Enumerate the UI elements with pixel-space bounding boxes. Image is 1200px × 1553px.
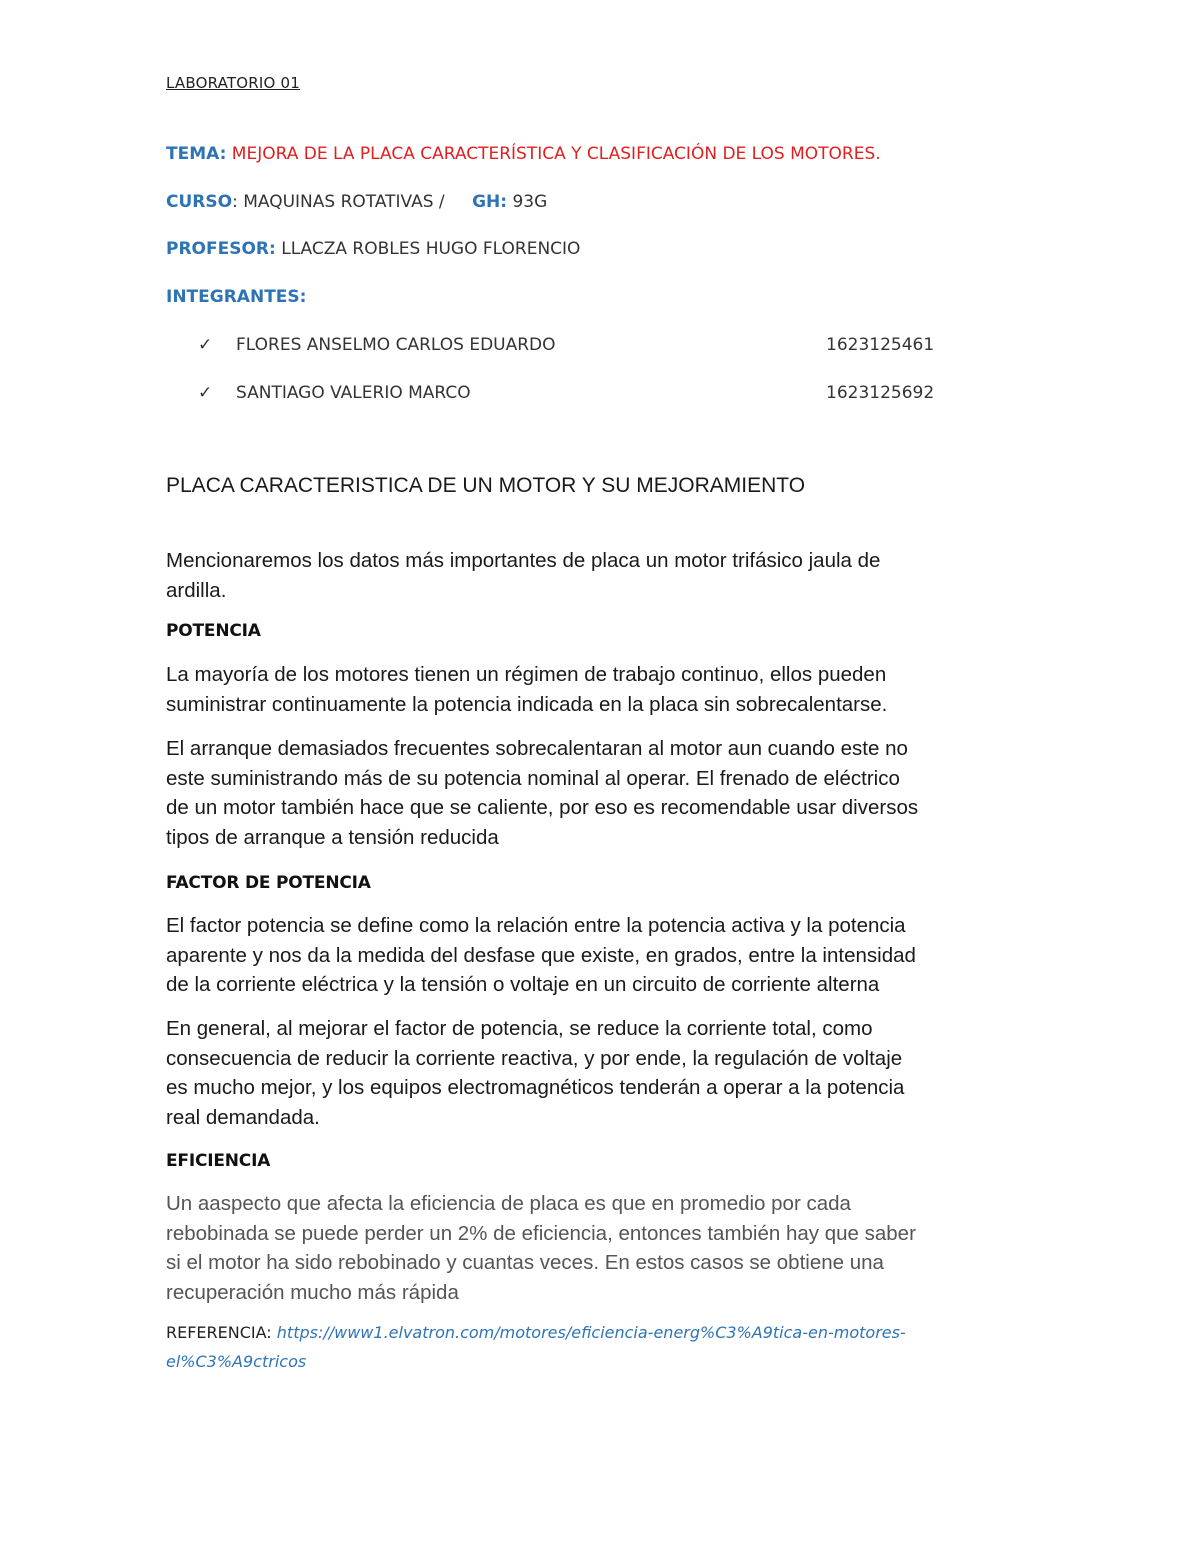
curso-line <box>166 192 547 212</box>
potencia-paragraph-1: La mayoría de los motores tienen un régimen de trabajo continuo, ellos pueden suministrar continuamente la potencia indicada en la placa sin sobrecalentarse. <box>166 663 888 716</box>
profesor-value: LLACZA ROBLES HUGO FLORENCIO <box>275 239 581 259</box>
checkmark-icon: ✓ <box>198 383 213 403</box>
member-code: 1623125461 <box>826 335 935 355</box>
reference <box>166 1318 1046 1376</box>
member-name: FLORES ANSELMO CARLOS EDUARDO <box>236 335 556 355</box>
factor-paragraph-1: El factor potencia se define como la relación entre la potencia activa y la potencia aparente y nos da la medida del desfase que existe, en grados, entre la intensidad de la corriente eléctrica y la tensión o voltaje en un circuito de corriente alterna <box>166 914 916 996</box>
tema-value: MEJORA DE LA PLACA CARACTERÍSTICA Y CLASIFICACIÓN DE LOS MOTORES. <box>226 144 881 164</box>
curso-value: : MAQUINAS ROTATIVAS / <box>232 192 451 212</box>
factor-heading: FACTOR DE POTENCIA <box>166 873 371 893</box>
reference-link-continued[interactable]: el%C3%A9ctricos <box>166 1352 307 1371</box>
gh-value: 93G <box>507 192 548 212</box>
member-name: SANTIAGO VALERIO MARCO <box>236 383 471 403</box>
gh-label: GH: <box>472 192 508 212</box>
tema-line <box>166 144 881 164</box>
potencia-paragraph-2: El arranque demasiados frecuentes sobrecalentaran al motor aun cuando este no este suministrando más de su potencia nominal al operar. El frenado de eléctrico de un motor también hace que se caliente, por eso es recomendable usar diversos tipos de arranque a tensión reducida <box>166 737 919 849</box>
member-code: 1623125692 <box>826 383 935 403</box>
lab-title: LABORATORIO 01 <box>166 74 300 92</box>
intro-paragraph: Mencionaremos los datos más importantes de placa un motor trifásico jaula de ardilla. <box>166 549 881 602</box>
curso-label: CURSO <box>166 192 233 212</box>
member-item <box>198 383 935 403</box>
profesor-line <box>166 239 580 259</box>
section-title: PLACA CARACTERISTICA DE UN MOTOR Y SU MEJORAMIENTO <box>166 474 806 497</box>
eficiencia-heading: EFICIENCIA <box>166 1151 271 1171</box>
reference-label: REFERENCIA: <box>166 1323 272 1342</box>
potencia-heading: POTENCIA <box>166 621 261 641</box>
member-item <box>198 335 935 355</box>
eficiencia-paragraph: Un aaspecto que afecta la eficiencia de placa es que en promedio por cada rebobinada se puede perder un 2% de eficiencia, entonces también hay que saber si el motor ha sido rebobinado y cuantas veces. En estos casos se obtiene una recuperación mucho más rápida <box>166 1192 916 1304</box>
profesor-label: PROFESOR: <box>166 239 276 259</box>
checkmark-icon: ✓ <box>198 335 213 355</box>
tema-label: TEMA: <box>166 144 227 164</box>
integrantes-label: INTEGRANTES: <box>166 287 307 307</box>
factor-paragraph-2: En general, al mejorar el factor de potencia, se reduce la corriente total, como consecuencia de reducir la corriente reactiva, y por ende, la regulación de voltaje es mucho mejor, y los equipos electromagnéticos tenderán a operar a la potencia real demandada. <box>166 1017 905 1129</box>
reference-link[interactable]: https://www1.elvatron.com/motores/eficiencia-energ%C3%A9tica-en-motores- <box>271 1323 906 1342</box>
